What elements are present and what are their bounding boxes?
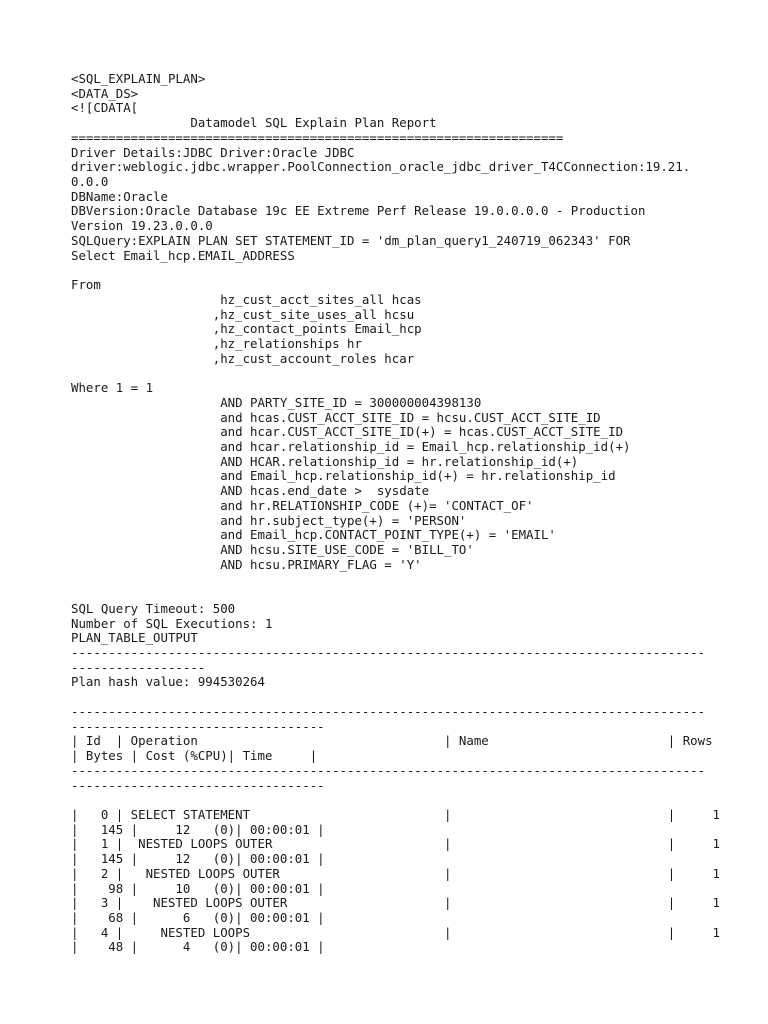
document-line: ,hz_contact_points Email_hcp: [71, 321, 422, 337]
document-line: hz_cust_acct_sites_all hcas: [71, 291, 422, 307]
document-line: | 145 | 12 (0)| 00:00:01 |: [71, 821, 325, 837]
document-line: Version 19.23.0.0.0: [71, 218, 213, 234]
document-line: From: [71, 277, 101, 293]
document-line: | 3 | NESTED LOOPS OUTER | | 1: [71, 895, 721, 911]
document-line: Where 1 = 1: [71, 380, 154, 396]
document-line: and Email_hcp.CONTACT_POINT_TYPE(+) = 'EMAIL': [71, 527, 556, 543]
document-line: AND hcsu.SITE_USE_CODE = 'BILL_TO': [71, 542, 474, 557]
document-line: | Id | Operation | Name | Rows: [71, 733, 713, 749]
document-line: | 48 | 4 (0)| 00:00:01 |: [71, 939, 325, 955]
document-line: <![CDATA[: [71, 100, 139, 116]
document-line: -------------------------------------------------------------------------------------: [71, 645, 706, 661]
document-line: | 98 | 10 (0)| 00:00:01 |: [71, 880, 325, 896]
document-line: Select Email_hcp.EMAIL_ADDRESS: [71, 247, 295, 263]
document-line: ,hz_cust_site_uses_all hcsu: [71, 306, 415, 322]
document-line: <SQL_EXPLAIN_PLAN>: [71, 71, 206, 86]
document-line: | Bytes | Cost (%CPU)| Time |: [71, 748, 318, 764]
document-line: and hcar.relationship_id = Email_hcp.relationship_id(+): [71, 438, 631, 454]
document-line: <DATA_DS>: [71, 85, 139, 101]
document-line: and hcar.CUST_ACCT_SITE_ID(+) = hcas.CUST_ACCT_SITE_ID: [71, 424, 624, 440]
document-line: [71, 572, 761, 587]
document-line: ,hz_cust_account_roles hcar: [71, 350, 415, 366]
document-line: AND hcas.end_date > sysdate: [71, 483, 430, 499]
document-line: AND HCAR.relationship_id = hr.relationship_id(+): [71, 453, 579, 469]
document-line: Number of SQL Executions: 1: [71, 615, 273, 631]
document-line: Driver Details:JDBC Driver:Oracle JDBC: [71, 144, 355, 160]
document-line: PLAN_TABLE_OUTPUT: [71, 630, 198, 646]
document-line: ------------------: [71, 659, 206, 675]
document-line: driver:weblogic.jdbc.wrapper.PoolConnection_oracle_jdbc_driver_T4CConnection:19.21.: [71, 159, 691, 175]
document-line: and hcas.CUST_ACCT_SITE_ID = hcsu.CUST_ACCT_SITE_ID: [71, 409, 601, 425]
document-line: -------------------------------------------------------------------------------------: [71, 762, 706, 778]
document-line: [71, 793, 761, 808]
document-line: Datamodel SQL Explain Plan Report: [71, 115, 437, 131]
document-line: AND hcsu.PRIMARY_FLAG = 'Y': [71, 556, 422, 572]
document-line: | 145 | 12 (0)| 00:00:01 |: [71, 851, 325, 867]
document-line: -------------------------------------------------------------------------------------: [71, 703, 706, 719]
document-line: AND PARTY_SITE_ID = 300000004398130: [71, 394, 482, 410]
document-line: and Email_hcp.relationship_id(+) = hr.relationship_id: [71, 468, 616, 484]
document-line: [71, 366, 761, 381]
document-line: | 0 | SELECT STATEMENT | | 1: [71, 806, 721, 822]
document-line: ==================================================================: [71, 129, 564, 145]
document-line: SQL Query Timeout: 500: [71, 600, 236, 616]
document-line: [71, 587, 761, 602]
document-line: [71, 263, 761, 278]
document-line: Plan hash value: 994530264: [71, 674, 265, 690]
document-line: DBName:Oracle: [71, 188, 168, 204]
document-line: | 4 | NESTED LOOPS | | 1: [71, 924, 721, 940]
document-line: and hr.RELATIONSHIP_CODE (+)= 'CONTACT_OF': [71, 497, 534, 513]
document-line: ----------------------------------: [71, 777, 325, 793]
document-line: and hr.subject_type(+) = 'PERSON': [71, 512, 467, 528]
document-line: | 1 | NESTED LOOPS OUTER | | 1: [71, 836, 721, 852]
document-line: ,hz_relationships hr: [71, 335, 362, 351]
document-line: 0.0.0: [71, 174, 109, 190]
document-line: ----------------------------------: [71, 718, 325, 734]
document-line: | 68 | 6 (0)| 00:00:01 |: [71, 909, 325, 925]
document-line: | 2 | NESTED LOOPS OUTER | | 1: [71, 865, 721, 881]
document-line: DBVersion:Oracle Database 19c EE Extreme Perf Release 19.0.0.0.0 - Production: [71, 203, 646, 219]
document-line: SQLQuery:EXPLAIN PLAN SET STATEMENT_ID = 'dm_plan_query1_240719_062343' FOR: [71, 232, 631, 248]
document-line: [71, 690, 761, 705]
document-body: [71, 72, 761, 955]
